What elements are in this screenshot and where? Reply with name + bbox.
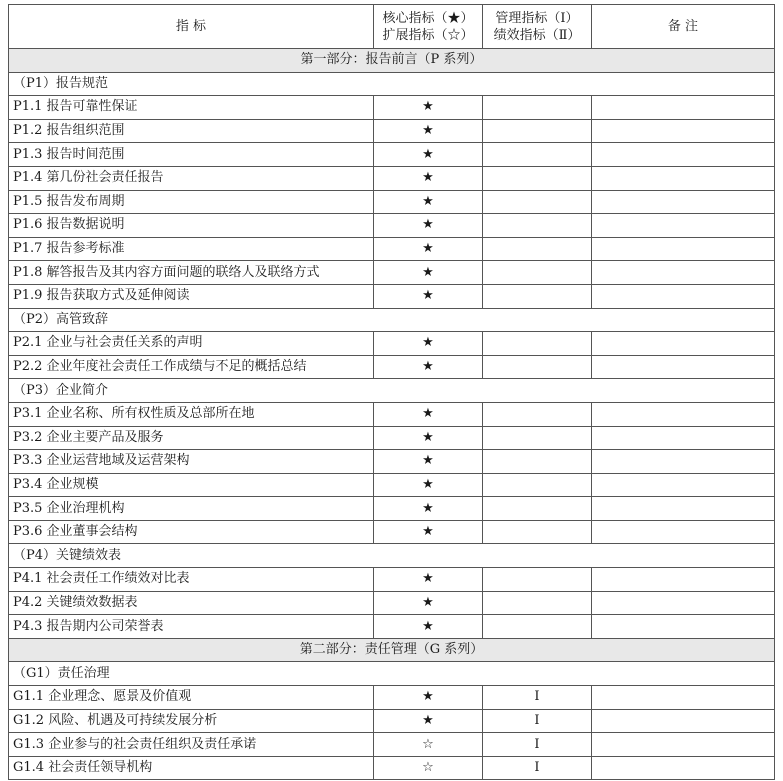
- indicator-remarks: [592, 473, 775, 497]
- indicator-level-star-icon: ★: [374, 166, 483, 190]
- indicator-level-star-icon: ★: [374, 237, 483, 261]
- table-row: [9, 450, 775, 474]
- indicator-name: G1.4 社会责任领导机构: [9, 756, 374, 780]
- indicator-name: G1.3 企业参与的社会责任组织及责任承诺: [9, 733, 374, 757]
- indicator-remarks: [592, 166, 775, 190]
- table-header-row: [9, 5, 775, 49]
- indicator-remarks: [592, 355, 775, 379]
- table-row: [9, 261, 775, 285]
- table-row: [9, 214, 775, 238]
- indicator-kind: [483, 402, 592, 426]
- indicator-document: [8, 4, 770, 780]
- header-management-label: 管理指标（Ⅰ）: [495, 10, 579, 26]
- indicator-remarks: [592, 426, 775, 450]
- header-management-performance: [483, 5, 592, 49]
- indicator-level-star-icon: ★: [374, 119, 483, 143]
- table-body: [9, 49, 775, 780]
- indicator-level-star-icon: ★: [374, 591, 483, 615]
- indicator-name: P4.2 关键绩效数据表: [9, 591, 374, 615]
- header-core-extended: [374, 5, 483, 49]
- section-title: 第二部分：责任管理（G 系列）: [9, 638, 775, 662]
- indicator-level-star-icon: ★: [374, 497, 483, 521]
- header-extended-label: 扩展指标（☆）: [382, 27, 474, 43]
- indicator-level-star-icon: ★: [374, 709, 483, 733]
- group-row: [9, 308, 775, 332]
- indicator-level-star-icon: ★: [374, 214, 483, 238]
- indicator-remarks: [592, 261, 775, 285]
- indicator-remarks: [592, 497, 775, 521]
- group-row: [9, 379, 775, 403]
- indicator-name: P1.5 报告发布周期: [9, 190, 374, 214]
- section-row: [9, 638, 775, 662]
- table-row: [9, 166, 775, 190]
- indicator-name: P3.2 企业主要产品及服务: [9, 426, 374, 450]
- indicator-name: P1.1 报告可靠性保证: [9, 96, 374, 120]
- header-core-label: 核心指标（★）: [382, 10, 474, 26]
- indicator-remarks: [592, 756, 775, 780]
- indicator-remarks: [592, 568, 775, 592]
- indicator-table: [8, 4, 775, 780]
- indicator-remarks: [592, 615, 775, 639]
- header-remarks: [592, 5, 775, 49]
- table-row: [9, 568, 775, 592]
- table-row: [9, 709, 775, 733]
- table-row: [9, 402, 775, 426]
- group-row: [9, 662, 775, 686]
- indicator-level-star-icon: ★: [374, 473, 483, 497]
- table-row: [9, 591, 775, 615]
- indicator-name: G1.1 企业理念、愿景及价值观: [9, 686, 374, 710]
- group-row: [9, 544, 775, 568]
- table-row: [9, 733, 775, 757]
- indicator-level-star-icon: ★: [374, 568, 483, 592]
- indicator-kind: [483, 497, 592, 521]
- indicator-remarks: [592, 520, 775, 544]
- indicator-remarks: [592, 119, 775, 143]
- group-title: （P2）高管致辞: [9, 308, 775, 332]
- indicator-kind: Ⅰ: [483, 756, 592, 780]
- indicator-level-star-icon: ★: [374, 261, 483, 285]
- section-title: 第一部分：报告前言（P 系列）: [9, 49, 775, 73]
- indicator-level-star-icon: ★: [374, 426, 483, 450]
- indicator-name: P1.6 报告数据说明: [9, 214, 374, 238]
- indicator-name: P4.1 社会责任工作绩效对比表: [9, 568, 374, 592]
- indicator-kind: [483, 190, 592, 214]
- group-row: [9, 72, 775, 96]
- indicator-kind: [483, 615, 592, 639]
- table-row: [9, 426, 775, 450]
- indicator-remarks: [592, 284, 775, 308]
- indicator-name: P3.6 企业董事会结构: [9, 520, 374, 544]
- indicator-level-star-icon: ★: [374, 355, 483, 379]
- table-row: [9, 355, 775, 379]
- indicator-name: P1.2 报告组织范围: [9, 119, 374, 143]
- indicator-kind: [483, 284, 592, 308]
- indicator-name: P1.4 第几份社会责任报告: [9, 166, 374, 190]
- indicator-kind: [483, 473, 592, 497]
- table-row: [9, 237, 775, 261]
- indicator-remarks: [592, 686, 775, 710]
- group-title: （P1）报告规范: [9, 72, 775, 96]
- indicator-name: P3.3 企业运营地域及运营架构: [9, 450, 374, 474]
- indicator-level-star-icon: ☆: [374, 733, 483, 757]
- table-row: [9, 190, 775, 214]
- indicator-remarks: [592, 96, 775, 120]
- indicator-name: P3.4 企业规模: [9, 473, 374, 497]
- indicator-kind: [483, 450, 592, 474]
- indicator-kind: Ⅰ: [483, 709, 592, 733]
- indicator-kind: [483, 426, 592, 450]
- indicator-name: P1.3 报告时间范围: [9, 143, 374, 167]
- indicator-name: G1.2 风险、机遇及可持续发展分析: [9, 709, 374, 733]
- indicator-kind: [483, 520, 592, 544]
- indicator-kind: [483, 355, 592, 379]
- indicator-remarks: [592, 214, 775, 238]
- indicator-remarks: [592, 733, 775, 757]
- indicator-level-star-icon: ★: [374, 686, 483, 710]
- indicator-name: P1.7 报告参考标准: [9, 237, 374, 261]
- header-remarks-label: 备 注: [667, 19, 699, 34]
- indicator-name: P2.1 企业与社会责任关系的声明: [9, 332, 374, 356]
- indicator-remarks: [592, 450, 775, 474]
- indicator-level-star-icon: ★: [374, 450, 483, 474]
- table-row: [9, 615, 775, 639]
- section-row: [9, 49, 775, 73]
- indicator-kind: [483, 96, 592, 120]
- indicator-kind: [483, 119, 592, 143]
- group-title: （P3）企业简介: [9, 379, 775, 403]
- indicator-kind: Ⅰ: [483, 686, 592, 710]
- table-row: [9, 96, 775, 120]
- table-row: [9, 119, 775, 143]
- table-row: [9, 143, 775, 167]
- indicator-kind: [483, 166, 592, 190]
- indicator-level-star-icon: ★: [374, 520, 483, 544]
- indicator-remarks: [592, 237, 775, 261]
- indicator-remarks: [592, 709, 775, 733]
- indicator-remarks: [592, 591, 775, 615]
- group-title: （G1）责任治理: [9, 662, 775, 686]
- indicator-kind: [483, 237, 592, 261]
- table-row: [9, 332, 775, 356]
- indicator-level-star-icon: ★: [374, 332, 483, 356]
- indicator-name: P3.5 企业治理机构: [9, 497, 374, 521]
- indicator-name: P1.9 报告获取方式及延伸阅读: [9, 284, 374, 308]
- header-indicator-label: 指 标: [175, 19, 207, 34]
- indicator-level-star-icon: ★: [374, 190, 483, 214]
- indicator-level-star-icon: ★: [374, 96, 483, 120]
- indicator-kind: [483, 591, 592, 615]
- table-row: [9, 284, 775, 308]
- indicator-level-star-icon: ★: [374, 143, 483, 167]
- indicator-level-star-icon: ☆: [374, 756, 483, 780]
- indicator-remarks: [592, 402, 775, 426]
- indicator-level-star-icon: ★: [374, 615, 483, 639]
- indicator-kind: Ⅰ: [483, 733, 592, 757]
- table-row: [9, 473, 775, 497]
- indicator-name: P4.3 报告期内公司荣誉表: [9, 615, 374, 639]
- indicator-remarks: [592, 190, 775, 214]
- table-row: [9, 686, 775, 710]
- indicator-remarks: [592, 143, 775, 167]
- indicator-kind: [483, 261, 592, 285]
- indicator-name: P1.8 解答报告及其内容方面问题的联络人及联络方式: [9, 261, 374, 285]
- table-row: [9, 497, 775, 521]
- table-row: [9, 756, 775, 780]
- indicator-level-star-icon: ★: [374, 284, 483, 308]
- header-performance-label: 绩效指标（Ⅱ）: [493, 27, 581, 43]
- indicator-name: P3.1 企业名称、所有权性质及总部所在地: [9, 402, 374, 426]
- indicator-kind: [483, 332, 592, 356]
- header-indicator: [9, 5, 374, 49]
- table-row: [9, 520, 775, 544]
- indicator-kind: [483, 568, 592, 592]
- indicator-name: P2.2 企业年度社会责任工作成绩与不足的概括总结: [9, 355, 374, 379]
- indicator-level-star-icon: ★: [374, 402, 483, 426]
- indicator-kind: [483, 143, 592, 167]
- indicator-remarks: [592, 332, 775, 356]
- group-title: （P4）关键绩效表: [9, 544, 775, 568]
- indicator-kind: [483, 214, 592, 238]
